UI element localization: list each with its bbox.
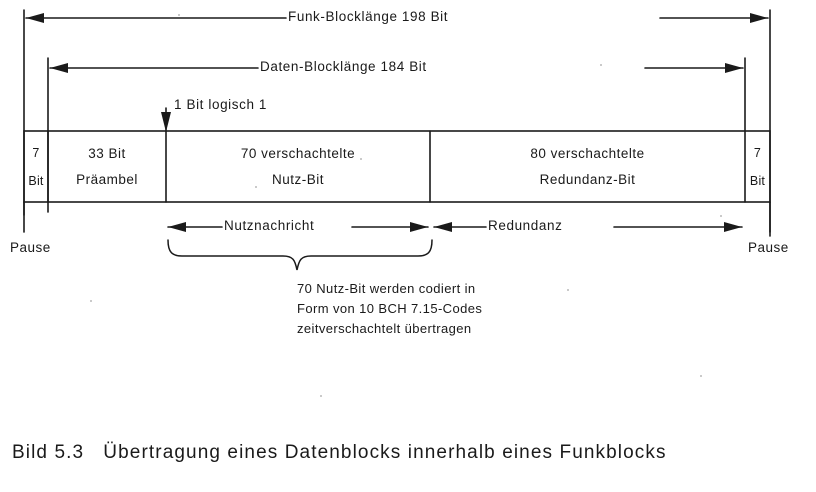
outer-arrow-left (26, 13, 44, 23)
note-line-1: 70 Nutz-Bit werden codiert in (297, 281, 476, 296)
block-2-line1: 33 Bit (88, 146, 126, 161)
block-1-line2: Bit (28, 174, 44, 188)
nutz-bit-brace (168, 240, 432, 270)
pause-left-label: Pause (10, 240, 51, 255)
block-5-line2: Bit (749, 174, 766, 188)
block-4-line2: Redundanz-Bit (539, 172, 636, 187)
outer-arrow-right (750, 13, 768, 23)
block-4-line1: 80 verschachtelte (530, 146, 645, 161)
block-3-line2: Nutz-Bit (271, 172, 324, 187)
inner-arrow-left (50, 63, 68, 73)
block-3-line1: 70 verschachtelte (240, 146, 356, 161)
redundanz-label: Redundanz (488, 218, 563, 233)
block-5-line1: 7 (753, 146, 762, 160)
outer-dimension-label: Funk-Blocklänge 198 Bit (288, 9, 449, 24)
pause-right-label: Pause (748, 240, 789, 255)
redundanz-arrow-left (434, 222, 452, 232)
block-2-line2: Präambel (76, 172, 138, 187)
note-line-3: zeitverschachtelt übertragen (297, 321, 472, 336)
bit-marker-label: 1 Bit logisch 1 (174, 97, 268, 112)
redundanz-arrow-right (724, 222, 742, 232)
bit-marker-arrow (161, 112, 171, 132)
block-1-line1: 7 (32, 146, 40, 160)
nutznachricht-label: Nutznachricht (224, 218, 315, 233)
inner-dimension-label: Daten-Blocklänge 184 Bit (260, 59, 427, 74)
nutznachricht-arrow-left (168, 222, 186, 232)
inner-arrow-right (725, 63, 743, 73)
figure-caption: Bild 5.3 Übertragung eines Datenblocks innerhalb eines Funkblocks (12, 442, 667, 463)
note-line-2: Form von 10 BCH 7.15-Codes (297, 301, 483, 316)
block-bar-outline (24, 131, 770, 202)
nutznachricht-arrow-right (410, 222, 428, 232)
